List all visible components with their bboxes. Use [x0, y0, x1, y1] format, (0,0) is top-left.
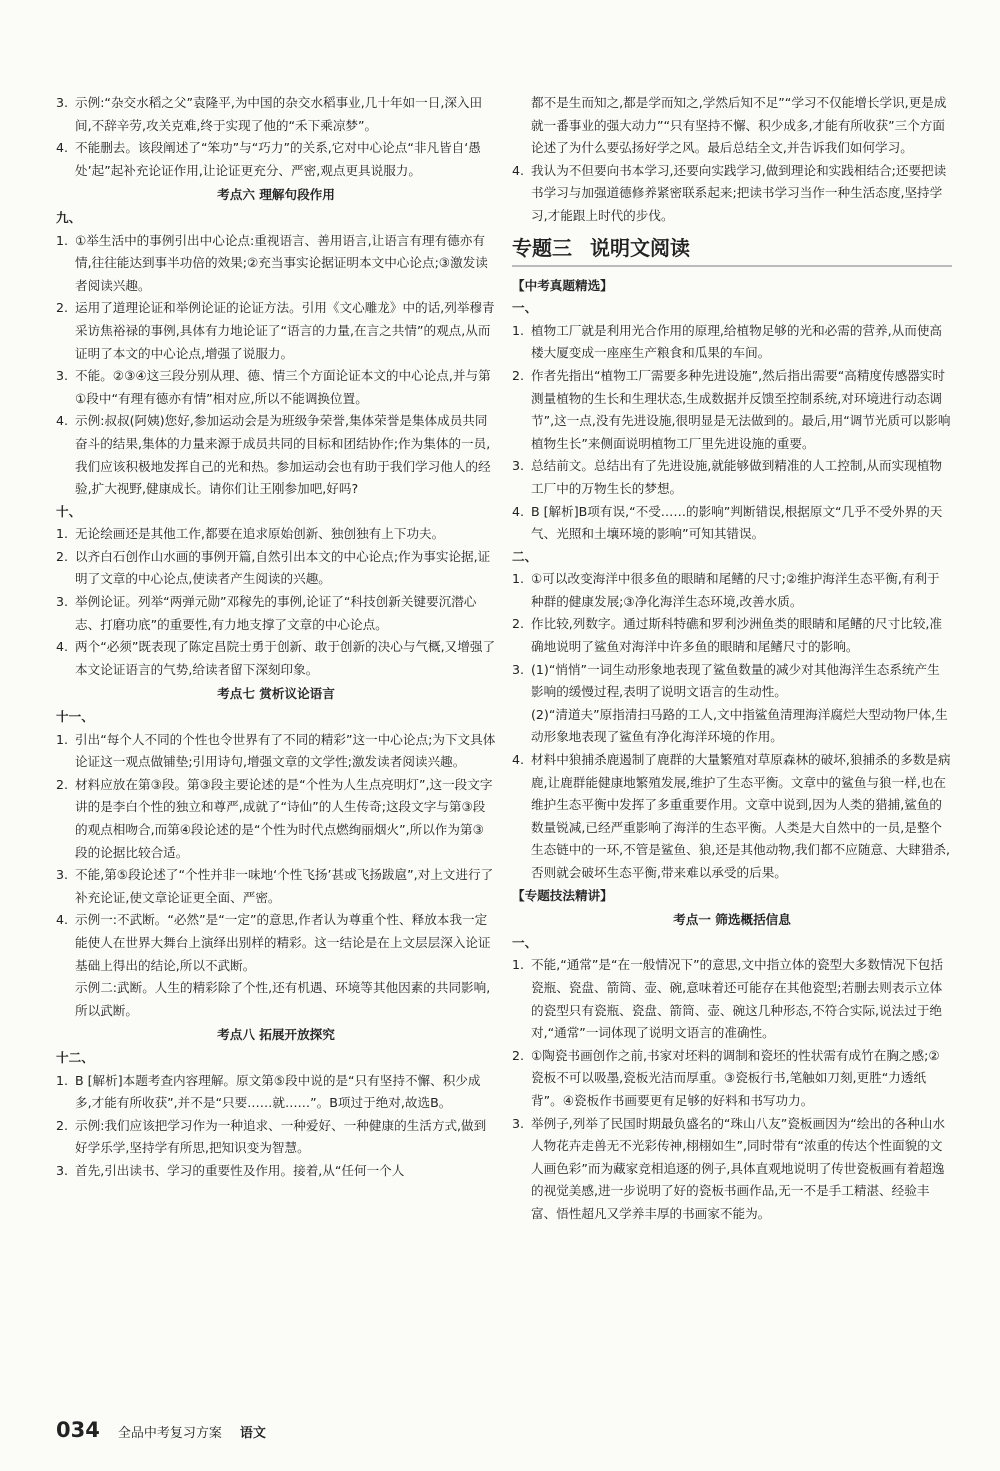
item-number: 1. — [512, 571, 525, 587]
answer-item — [56, 92, 496, 137]
item-number: 2. — [56, 548, 69, 564]
section-number: 九、 — [56, 209, 82, 225]
item-text: ①陶瓷书画创作之前,书家对坯料的调制和瓷坯的性状需有成竹在胸之感;②瓷板不可以吸墨,瓷板光洁而厚重。③瓷板行书,笔触如刀刻,更胜“力透纸背”。④瓷板作书画要更有足够的好料和书写功力。 — [531, 1047, 940, 1108]
item-text: 不能。②③④这三段分别从理、德、情三个方面论证本文的中心论点,并与第①段中“有理有德亦有情”相对应,所以不能调换位置。 — [75, 368, 491, 406]
answer-item — [512, 160, 952, 228]
section-bracket-label: 【中考真题精选】 — [512, 277, 613, 293]
item-number: 2. — [512, 367, 525, 383]
item-number: 3. — [56, 368, 69, 384]
publication-name: 全品中考复习方案 — [117, 1426, 222, 1441]
answer-item — [56, 137, 496, 182]
answer-item — [56, 591, 496, 636]
answer-list — [512, 568, 952, 704]
answer-list — [512, 320, 952, 546]
answer-item — [512, 1045, 952, 1113]
answer-item — [56, 864, 496, 909]
answer-item — [512, 455, 952, 500]
item-number: 3. — [512, 458, 525, 474]
item-text: 植物工厂就是利用光合作用的原理,给植物足够的光和必需的营养,从而使高楼大厦变成一座座生产粮食和瓜果的车间。 — [531, 322, 943, 361]
item-number: 3. — [512, 1115, 525, 1131]
answer-item — [56, 523, 496, 546]
answer-list — [56, 1070, 496, 1183]
item-number: 4. — [56, 912, 69, 928]
item-text: 运用了道理论证和举例论证的论证方法。引用《文心雕龙》中的话,列举穆青采访焦裕禄的事例,具体有力地论证了“语言的力量,在言之共情”的观点,从而证明了本文的中心论点,增强了说服力。 — [75, 300, 495, 361]
item-number: 4. — [56, 140, 69, 156]
item-number: 2. — [56, 776, 69, 792]
item-text: 不能,“通常”是“在一般情况下”的意思,文中指立体的瓷型大多数情况下包括瓷瓶、瓷盘、箭筒、壶、碗,意味着还可能存在其他瓷型;若删去则表示立体的瓷型只有瓷瓶、瓷盘、箭筒、壶、碗这几种形态,不符合实际,说法过于绝对,“通常”一词体现了说明文语言的准确性。 — [531, 957, 943, 1041]
topic-heading — [512, 234, 952, 267]
section-number: 十二、 — [56, 1049, 94, 1065]
item-continuation: (2)“清道夫”原指清扫马路的工人,文中指鲨鱼清理海洋腐烂大型动物尸体,生动形象地表现了鲨鱼有净化海洋环境的作用。 — [531, 706, 948, 745]
item-number: 3. — [512, 661, 525, 677]
item-text: 不能,第⑤段论述了“个性并非一味地‘个性飞扬’甚或飞扬跋扈”,对上文进行了补充论证,使文章论证更全面、严密。 — [75, 867, 494, 905]
item-continuation: 都不是生而知之,都是学而知之,学然后知不足”“学习不仅能增长学识,更是成就一番事业的强大动力”“只有坚持不懈、积少成多,才能有所收获”三个方面论述了为什么要弘扬好学之风。最后总结全文,并告诉我们如何学习。 — [531, 95, 947, 156]
answer-list — [56, 230, 496, 501]
answer-item — [56, 230, 496, 298]
item-number: 1. — [56, 1072, 69, 1088]
item-number: 1. — [56, 731, 69, 747]
item-text: 总结前文。总结出有了先进设施,就能够做到精准的人工控制,从而实现植物工厂中的万物生长的梦想。 — [531, 458, 943, 496]
item-text: 我认为不但要向书本学习,还要向实践学习,做到理论和实践相结合;还要把读书学习与加强道德修养紧密联系起来;把读书学习当作一种生活态度,坚持学习,才能跟上时代的步伐。 — [531, 162, 947, 223]
subject-label: 语文 — [239, 1426, 266, 1441]
item-text: B [解析]本题考查内容理解。原文第⑤段中说的是“只有坚持不懈、积少成多,才能有所收获”,并不是“只要……就……”。B项过于绝对,故选B。 — [75, 1072, 481, 1111]
subsection-heading: 考点七 赏析议论语言 — [217, 686, 335, 702]
answer-item — [512, 749, 952, 885]
right-column — [512, 92, 952, 1226]
item-text: ①可以改变海洋中很多鱼的眼睛和尾鳍的尺寸;②维护海洋生态平衡,有利于种群的健康发展;③净化海洋生态环境,改善水质。 — [531, 571, 940, 609]
item-number: 1. — [56, 526, 69, 542]
page-number: 034 — [56, 1418, 100, 1442]
item-number: 3. — [56, 594, 69, 610]
item-text: 材料中狼捕杀鹿遏制了鹿群的大量繁殖对草原森林的破坏,狼捕杀的多数是病鹿,让鹿群能健康地繁殖发展,维护了生态平衡。文章中的鲨鱼与狼一样,也在维护生态平衡中发挥了多重重要作用。文章中说到,因为人类的猎捕,鲨鱼的数量锐减,已经严重影响了海洋的生态平衡。人类是大自然中的一员,是整个生态链中的一环,不管是鲨鱼、狼,还是其他动物,我们都不应随意、大肆猎杀,否则就会破坏生态平衡,带来难以承受的后果。 — [531, 752, 951, 880]
section-number: 十一、 — [56, 709, 94, 725]
answer-item — [512, 659, 952, 704]
answer-item — [56, 1070, 496, 1115]
item-text: 引出“每个人不同的个性也令世界有了不同的精彩”这一中心论点;为下文具体论证这一观点做铺垫;引用诗句,增强文章的文学性;激发读者阅读兴趣。 — [75, 731, 496, 770]
item-text: 作比较,列数字。通过斯科特礁和罗利沙洲鱼类的眼睛和尾鳍的尺寸比较,准确地说明了鲨鱼对海洋中许多鱼的眼睛和尾鳍尺寸的影响。 — [531, 616, 943, 655]
item-text: 举例子,列举了民国时期最负盛名的“珠山八友”瓷板画因为“绘出的各种山水人物花卉走兽无不光彩传神,栩栩如生”,同时带有“浓重的传达个性面貌的文人画色彩”而为藏家竞相追逐的例子,具体直观地说明了传世瓷板画有着超逸的视觉美感,进一步说明了好的瓷板书画作品,无一不是手工精湛、经验丰富、悟性超凡又学养丰厚的书画家不能为。 — [531, 1115, 945, 1221]
answer-list — [512, 954, 952, 1225]
item-text: 两个“必须”既表现了陈定昌院士勇于创新、敢于创新的决心与气概,又增强了本文论证语言的气势,给读者留下深刻印象。 — [75, 639, 496, 677]
subsection-heading: 考点一 筛选概括信息 — [673, 912, 791, 928]
answer-item — [56, 1115, 496, 1160]
item-text: (1)“悄悄”一词生动形象地表现了鲨鱼数量的减少对其他海洋生态系统产生影响的缓慢过程,表明了说明文语言的生动性。 — [531, 661, 940, 700]
item-number: 2. — [512, 616, 525, 632]
answer-item — [512, 1113, 952, 1226]
item-number: 4. — [512, 503, 525, 519]
item-text: 示例:我们应该把学习作为一种追求、一种爱好、一种健康的生活方式,做到好学乐学,坚持学有所思,把知识变为智慧。 — [75, 1117, 487, 1156]
item-number: 4. — [512, 752, 525, 768]
answer-item — [56, 774, 496, 864]
subsection-heading: 考点八 拓展开放探究 — [217, 1027, 335, 1043]
answer-item — [512, 501, 952, 546]
item-text: 材料应放在第③段。第③段主要论述的是“个性为人生点亮明灯”,这一段文字讲的是李白个性的独立和尊严,成就了“诗仙”的人生传奇;这段文字与第③段的观点相吻合,而第④段论述的是“个性为时代点燃绚丽烟火”,所以作为第③段的论据比较合适。 — [75, 776, 493, 860]
item-number: 1. — [512, 957, 525, 973]
item-text: 作者先指出“植物工厂需要多种先进设施”,然后指出需要“高精度传感器实时测量植物的生长和生理状态,生成数据并反馈至控制系统,对环境进行动态调节”,这一点,没有先进设施,很明显是无法做到的。最后,用“调节光质可以影响植物生长”来侧面说明植物工厂里先进设施的重要。 — [531, 367, 951, 451]
answer-item — [56, 909, 496, 977]
item-text: 无论绘画还是其他工作,都要在追求原始创新、独创独有上下功夫。 — [75, 526, 445, 542]
answer-item — [56, 546, 496, 591]
item-number: 3. — [56, 95, 69, 110]
topic-number: 专题三 — [512, 235, 572, 260]
item-text: 首先,引出读书、学习的重要性及作用。接着,从“任何一个人 — [75, 1162, 405, 1178]
answer-item — [512, 613, 952, 658]
answer-list — [56, 523, 496, 681]
item-text: 举例论证。列举“两弹元勋”邓稼先的事例,论证了“科技创新关键要沉潜心志、打磨功底”的重要性,有力地支撑了文章的中心论点。 — [75, 594, 477, 632]
item-text: ①举生活中的事例引出中心论点:重视语言、善用语言,让语言有理有德亦有情,往往能达到事半功倍的效果;②充当事实论据证明本文中心论点;③激发读者阅读兴趣。 — [75, 232, 488, 293]
answer-item — [56, 729, 496, 774]
item-text: 以齐白石创作山水画的事例开篇,自然引出本文的中心论点;作为事实论据,证明了文章的中心论点,使读者产生阅读的兴趣。 — [75, 548, 491, 587]
answer-item — [56, 410, 496, 500]
answer-item — [56, 297, 496, 365]
page-footer — [56, 1418, 266, 1442]
left-column — [56, 92, 496, 1183]
item-number: 1. — [56, 232, 69, 248]
answer-item — [56, 636, 496, 681]
item-text: 不能删去。该段阐述了“笨功”与“巧力”的关系,它对中心论点“非凡皆自‘愚处’起”起补充论证作用,让论证更充分、严密,观点更具说服力。 — [75, 140, 481, 178]
item-text: 示例:叔叔(阿姨)您好,参加运动会是为班级争荣誉,集体荣誉是集体成员共同奋斗的结果,集体的力量来源于成员共同的目标和团结协作;作为集体的一员,我们应该积极地发挥自己的光和热。参加运动会也有助于我们学习他人的经验,扩大视野,健康成长。请你们让王刚参加吧,好吗? — [75, 413, 491, 497]
item-number: 4. — [56, 639, 69, 655]
item-number: 2. — [56, 300, 69, 316]
section-number: 一、 — [512, 300, 538, 316]
section-bracket-label: 【专题技法精讲】 — [512, 887, 613, 903]
answer-item — [512, 365, 952, 455]
section-number: 一、 — [512, 934, 538, 950]
subsection-heading: 考点六 理解句段作用 — [217, 187, 335, 203]
item-number: 4. — [512, 162, 525, 178]
item-text: 示例:“杂交水稻之父”袁隆平,为中国的杂交水稻事业,几十年如一日,深入田间,不辞辛劳,攻关克难,终于实现了他的“禾下乘凉梦”。 — [75, 95, 483, 133]
answer-list — [56, 729, 496, 978]
answer-item — [56, 365, 496, 410]
item-number: 3. — [56, 1162, 69, 1178]
item-number: 2. — [56, 1117, 69, 1133]
section-number: 二、 — [512, 548, 538, 564]
item-number: 4. — [56, 413, 69, 429]
topic-title: 说明文阅读 — [590, 235, 690, 260]
answer-item — [512, 954, 952, 1044]
answer-item — [512, 568, 952, 613]
item-number: 3. — [56, 867, 69, 883]
answer-item — [512, 320, 952, 365]
item-number: 1. — [512, 322, 525, 338]
item-number: 2. — [512, 1047, 525, 1063]
item-text: 示例一:不武断。“必然”是“一定”的意思,作者认为尊重个性、释放本我一定能使人在世界大舞台上演绎出别样的精彩。这一结论是在上文层层深入论证基础上得出的结论,所以不武断。 — [75, 912, 491, 973]
item-continuation: 示例二:武断。人生的精彩除了个性,还有机遇、环境等其他因素的共同影响,所以武断。 — [75, 980, 491, 1018]
section-number: 十、 — [56, 503, 82, 519]
item-text: B [解析]B项有误,“不受……的影响”判断错误,根据原文“几乎不受外界的天气、光照和土壤环境的影响”可知其错误。 — [531, 503, 943, 542]
answer-item — [56, 1160, 496, 1183]
